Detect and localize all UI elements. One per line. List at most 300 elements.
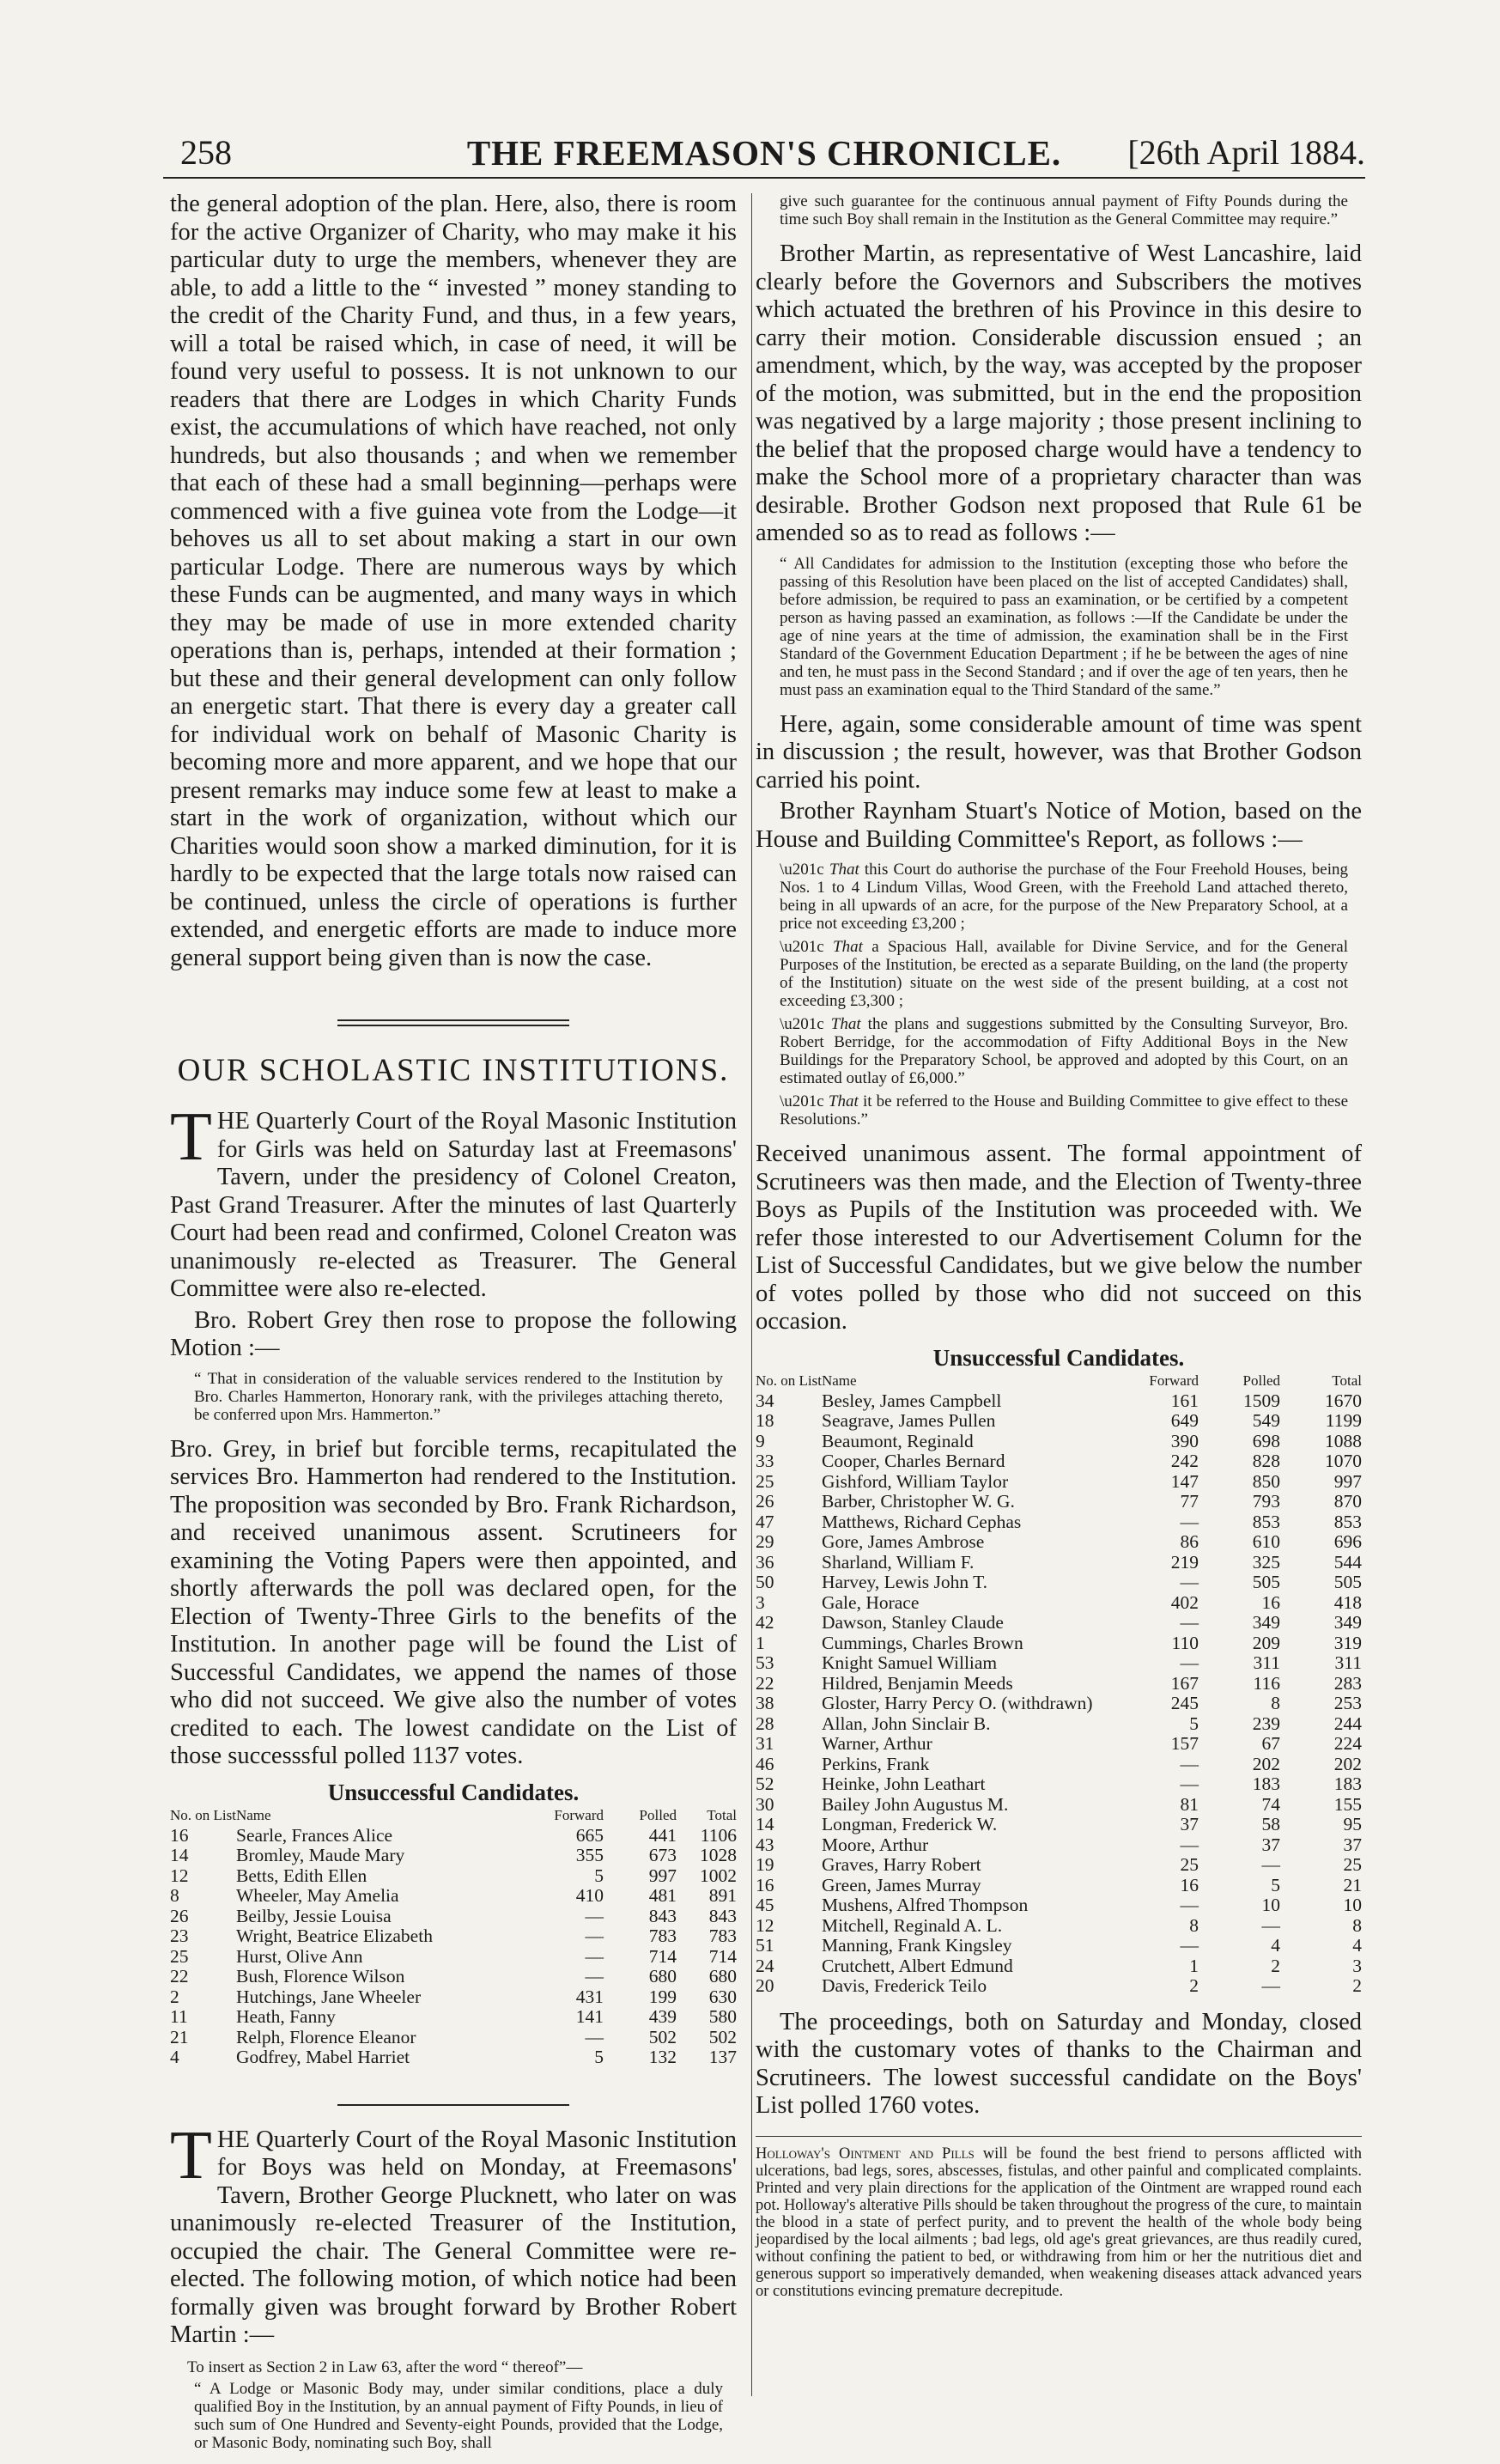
cell-list-no: 29 [756, 1531, 774, 1552]
table-row [170, 1826, 737, 1846]
cell-forward: 402 [1170, 1591, 1199, 1613]
cell-name: Heinke, John Leathart [821, 1773, 986, 1794]
girls-paragraph-3: Bro. Grey, in brief but forcible terms, recapitulated the services Bro. Hammerton had rendered to the Institution. The proposition was seconded by Bro. Frank Richardson, and received unanimous assent. Scrutineers for examining the Voting Papers were then appointed, and shortly afterwards the poll was declared open, for the Election of Twenty-Three Girls to the benefits of the Institution. In another page will be found the List of Successful Candidates, we append the names of those who did not succeed. We give also the number of votes credited to each. The lowest candidate on the List of those successsful polled 1137 votes. [170, 1435, 737, 1769]
cell-total: 1670 [1325, 1390, 1362, 1411]
table-row [756, 1976, 1362, 1997]
cell-polled: — [1261, 1854, 1280, 1875]
cell-name: Besley, James Campbell [821, 1390, 1002, 1411]
cell-list-no: 38 [756, 1693, 774, 1713]
cell-forward: — [1180, 1834, 1199, 1855]
table-row [756, 1411, 1362, 1432]
table-row [756, 1492, 1362, 1512]
table-row [756, 1432, 1362, 1452]
cell-forward: — [1180, 1652, 1199, 1673]
cell-list-no: 25 [170, 1945, 189, 1967]
cell-forward: — [585, 1905, 604, 1926]
cell-forward: — [1180, 1753, 1199, 1774]
table-row [170, 1967, 737, 1987]
resolution: \u201c That this Court do authorise the purchase of the Four Freehold Houses, being Nos. 1 to 4 Lindum Villas, Wood Green, with the Freehold Land attached thereto, being in all upwards of an acre, for the purpose of the New Preparatory School, at a price not exceeding £3,200 ; [780, 861, 1349, 933]
cell-forward: 161 [1170, 1390, 1199, 1411]
cell-total: 502 [708, 2026, 737, 2047]
cell-list-no: 18 [756, 1410, 774, 1431]
cell-polled: 202 [1252, 1753, 1280, 1774]
cell-list-no: 21 [170, 2026, 189, 2047]
cell-forward: 86 [1180, 1531, 1199, 1552]
cell-forward: — [585, 1926, 604, 1946]
cell-polled: — [1261, 1914, 1280, 1936]
cell-name: Harvey, Lewis John T. [821, 1572, 988, 1592]
cell-list-no: 16 [756, 1874, 774, 1895]
cell-name: Bromley, Maude Mary [235, 1845, 405, 1865]
cell-list-no: 52 [756, 1773, 774, 1794]
cell-total: 224 [1333, 1733, 1362, 1754]
table-row [756, 1694, 1362, 1714]
cell-forward: 219 [1170, 1551, 1199, 1573]
cell-list-no: 30 [756, 1793, 774, 1815]
cell-total: 10 [1343, 1895, 1362, 1915]
table-row [170, 2007, 737, 2028]
table-row [170, 1926, 737, 1947]
col-header-forward: Forward [1149, 1372, 1199, 1389]
cell-polled: 183 [1252, 1773, 1280, 1794]
cell-polled: 853 [1252, 1511, 1280, 1532]
cell-list-no: 8 [170, 1885, 179, 1906]
godson-paragraph: Here, again, some considerable amount of time was spent in discussion ; the result, however, was that Brother Godson carried his point. [756, 710, 1362, 794]
cell-list-no: 43 [756, 1834, 774, 1855]
cell-list-no: 11 [170, 2006, 188, 2027]
section-rule [337, 2104, 569, 2106]
col-header-no: No. on List [170, 1806, 236, 1823]
girls-table-title: Unsuccessful Candidates. [327, 1779, 580, 1805]
cell-list-no: 34 [756, 1390, 774, 1411]
cell-polled: 843 [648, 1905, 677, 1926]
advert-text: will be found the best friend to persons afflicted with ulcerations, bad legs, sores, abscesses, fistulas, and other painful and complicated complaints. Printed and very plain directions for the application of the Ointment are wrapped round each pot. Holloway's alterative Pills should be taken throughout the progress of the cure, to maintain the blood in a state of perfect purity, and to prevent the health of the whole body being jeopardised by the local ailments ; bad legs, old age's great grievances, are thus readily cured, without confining the patient to bed, or withdrawing from him or her the nutritious diet and generous support so imperatively demanded, when weakening diseases attack advanced years or constitutions evincing premature decrepitude. [756, 2145, 1362, 2300]
cell-total: 1002 [700, 1865, 737, 1886]
table-header-row [170, 1808, 737, 1826]
section-rule [337, 1019, 569, 1021]
cell-list-no: 9 [756, 1430, 765, 1451]
cell-list-no: 53 [756, 1652, 774, 1673]
table-row [756, 1472, 1362, 1493]
cell-total: 580 [708, 2006, 737, 2027]
cell-list-no: 16 [170, 1824, 189, 1846]
cell-forward: 649 [1170, 1410, 1199, 1431]
cell-name: Davis, Frederick Teilo [821, 1975, 987, 1996]
cell-name: Perkins, Frank [821, 1753, 930, 1774]
cell-forward: 167 [1170, 1672, 1199, 1694]
cell-list-no: 33 [756, 1451, 774, 1471]
cell-forward: 5 [594, 2047, 604, 2067]
page-header [163, 129, 1365, 180]
cell-name: Mushens, Alfred Thompson [821, 1895, 1029, 1915]
cell-name: Cooper, Charles Bernard [821, 1451, 1005, 1471]
cell-list-no: 4 [170, 2047, 179, 2067]
cell-forward: 5 [594, 1865, 604, 1886]
cell-total: 630 [708, 1986, 737, 2007]
cell-forward: — [1180, 1572, 1199, 1592]
resolution: \u201c That it be referred to the House and Building Committee to give effect to these Resolutions.” [780, 1092, 1348, 1129]
table-row [756, 1573, 1362, 1593]
table-row [756, 1916, 1362, 1937]
table-row [170, 1866, 737, 1887]
cell-name: Warner, Arthur [821, 1733, 932, 1754]
resolution-that: That [828, 1092, 859, 1110]
cell-name: Gale, Horace [821, 1591, 920, 1613]
cell-name: Wright, Beatrice Elizabeth [235, 1926, 433, 1946]
table-row [756, 1512, 1362, 1533]
cell-polled: 132 [648, 2047, 677, 2067]
table-row [756, 1895, 1362, 1916]
cell-forward: — [585, 2026, 604, 2047]
cell-total: 95 [1343, 1814, 1362, 1834]
cell-total: 2 [1352, 1975, 1362, 1996]
table-row [756, 1553, 1362, 1573]
cell-total: 544 [1333, 1551, 1362, 1573]
advert-lead: Holloway's Ointment and Pills [756, 2145, 975, 2163]
cell-forward: 77 [1180, 1491, 1199, 1512]
cell-name: Longman, Frederick W. [821, 1814, 998, 1834]
cell-forward: 2 [1189, 1975, 1199, 1996]
table-row [756, 1815, 1362, 1835]
resolution-text: a Spacious Hall, available for Divine Service, and for the General Purposes of the Institution, be erected as a separate Building, on the land (the property of the Institution) situate on the west side of the present building, at a cost not exceeding £3,300 ; [780, 938, 1348, 1010]
cell-total: 137 [708, 2047, 737, 2067]
cell-forward: 242 [1170, 1451, 1199, 1471]
cell-list-no: 2 [170, 1986, 179, 2007]
cell-list-no: 51 [756, 1935, 774, 1956]
cell-forward: 25 [1180, 1854, 1199, 1875]
cell-total: 853 [1333, 1511, 1362, 1532]
right-column [756, 191, 1362, 2300]
cell-polled: 58 [1261, 1814, 1280, 1834]
cell-name: Bailey John Augustus M. [821, 1793, 1009, 1815]
table-row [170, 2028, 737, 2048]
girls-paragraph-1-text: HE Quarterly Court of the Royal Masonic Institution for Girls was held on Saturday last at Freemasons' Tavern, under the presidency of Colonel Creaton, Past Grand Treasurer. After the minutes of last Quarterly Court had been read and confirmed, Colonel Creaton was unanimously re-elected as Treasurer. The General Committee were also re-elected. [170, 1108, 737, 1302]
boys-unsuccessful-table [756, 1373, 1362, 1997]
table-row [170, 1987, 737, 2008]
cell-forward: 110 [1171, 1632, 1199, 1653]
martin-paragraph: Brother Martin, as representative of West Lancashire, laid clearly before the Governors and Subscribers the motives which actuated the brethren of his Province in this desire to carry their motion. Considerable discussion ensued ; an amendment, which, by the way, was accepted by the proposer of the motion, was submitted, but in the end the proposition was negatived by a large majority ; those present inclining to the belief that the proposed charge would have a tendency to make the School more of a proprietary character than was desirable. Brother Godson next proposed that Rule 61 be amended so as to read as follows :— [756, 240, 1362, 546]
cell-list-no: 36 [756, 1551, 774, 1573]
table-row [756, 1451, 1362, 1472]
cell-forward: 8 [1189, 1914, 1199, 1936]
cell-forward: 390 [1170, 1430, 1199, 1451]
cell-polled: 1509 [1243, 1390, 1280, 1411]
assent-paragraph: Received unanimous assent. The formal appointment of Scrutineers was then made, and the Election of Twenty-three Boys as Pupils of the Institution was proceeded with. We refer those interested to our Advertisement Column for the List of Successful Candidates, but we give below the number of votes polled by those who did not succeed on this occasion. [756, 1141, 1362, 1335]
table-row [756, 1755, 1362, 1775]
cell-polled: 850 [1252, 1470, 1280, 1492]
drop-cap: T [170, 1099, 212, 1175]
cell-name: Manning, Frank Kingsley [821, 1935, 1012, 1956]
cell-forward: 431 [575, 1986, 604, 2007]
cell-list-no: 24 [756, 1955, 774, 1976]
resolution-text: the plans and suggestions submitted by the Consulting Surveyor, Bro. Robert Berridge, for the accommodation of Fifty Additional Boys in the New Buildings for the Preparatory School, be approved and adopted by this Court, on an estimated outlay of £6,000.” [780, 1015, 1348, 1087]
cell-name: Matthews, Richard Cephas [821, 1511, 1022, 1532]
cell-list-no: 14 [756, 1814, 774, 1834]
col-header-name: Name [821, 1372, 857, 1389]
holloway-advert [756, 2145, 1362, 2300]
cell-polled: 549 [1252, 1410, 1280, 1431]
cell-polled: 441 [648, 1824, 677, 1846]
cell-total: 870 [1333, 1491, 1362, 1512]
cell-name: Crutchett, Albert Edmund [821, 1955, 1013, 1976]
cell-list-no: 25 [756, 1470, 774, 1492]
page-number: 258 [180, 133, 232, 172]
cell-list-no: 19 [756, 1854, 774, 1875]
cell-name: Dawson, Stanley Claude [821, 1612, 1004, 1633]
table-row [756, 1613, 1362, 1634]
cell-forward: — [1180, 1773, 1199, 1794]
cell-polled: 5 [1271, 1874, 1280, 1895]
cell-total: 3 [1352, 1955, 1362, 1976]
advert-rule [756, 2136, 1362, 2137]
boys-paragraph-1 [170, 2117, 737, 2350]
cell-polled: 199 [648, 1986, 677, 2007]
cell-polled: 349 [1252, 1612, 1280, 1633]
drop-cap: T [170, 2117, 212, 2193]
cell-polled: 828 [1252, 1451, 1280, 1471]
resolution-that: That [833, 938, 863, 956]
cell-name: Betts, Edith Ellen [235, 1865, 367, 1886]
cell-total: 349 [1333, 1612, 1362, 1633]
cell-forward: 37 [1180, 1814, 1199, 1834]
cell-name: Hurst, Olive Ann [235, 1945, 363, 1967]
col-header-no: No. on List [756, 1372, 822, 1389]
cell-name: Seagrave, James Pullen [821, 1410, 996, 1431]
cell-list-no: 22 [756, 1672, 774, 1694]
table-row [756, 1714, 1362, 1735]
cell-forward: 147 [1170, 1470, 1199, 1492]
cell-name: Wheeler, May Amelia [235, 1885, 399, 1906]
cell-list-no: 22 [170, 1966, 189, 1986]
cell-name: Green, James Murray [821, 1874, 981, 1895]
table-row [756, 1936, 1362, 1956]
cell-polled: 325 [1252, 1551, 1280, 1573]
cell-total: 680 [708, 1966, 737, 1986]
boys-table-title: Unsuccessful Candidates. [932, 1344, 1185, 1371]
table-row [756, 1774, 1362, 1795]
cell-forward: 355 [575, 1845, 604, 1865]
col-header-polled: Polled [1242, 1372, 1280, 1389]
table-header-row [756, 1373, 1362, 1391]
table-row [170, 1846, 737, 1866]
cell-list-no: 14 [170, 1845, 189, 1865]
cell-list-no: 23 [170, 1926, 189, 1946]
cell-name: Cummings, Charles Brown [821, 1632, 1023, 1653]
cell-name: Bush, Florence Wilson [235, 1966, 405, 1986]
table-row [756, 1734, 1362, 1755]
resolutions-list [780, 861, 1348, 1129]
cell-total: 997 [1333, 1470, 1362, 1492]
cell-list-no: 20 [756, 1975, 774, 1996]
girls-motion-quote: “ That in consideration of the valuable services rendered to the Institution by Bro. Charles Hammerton, Honorary rank, with the privileges attaching thereto, be conferred upon Mrs. Hammerton.” [194, 1369, 723, 1424]
column-divider [751, 193, 752, 2396]
cell-list-no: 12 [170, 1865, 189, 1886]
cell-list-no: 26 [170, 1905, 189, 1926]
cell-polled: 698 [1252, 1430, 1280, 1451]
resolution-text: this Court do authorise the purchase of the Four Freehold Houses, being Nos. 1 to 4 Lindum Villas, Wood Green, with the Freehold Land attached thereto, being in all upwards of an acre, for the purpose of the New Preparatory School, at a price not exceeding £3,200 ; [780, 861, 1349, 933]
cell-polled: 997 [648, 1865, 677, 1886]
boys-motion-quote: “ A Lodge or Masonic Body may, under similar conditions, place a duly qualified Boy in the Institution, by an annual payment of Fifty Pounds, in lieu of such sum of One Hundred and Seventy-eight Pounds, provided that the Lodge, or Masonic Body, nominating such Boy, shall [194, 2379, 723, 2452]
cell-polled: 239 [1252, 1713, 1280, 1734]
cell-name: Beilby, Jessie Louisa [235, 1905, 392, 1926]
cell-polled: 311 [1253, 1652, 1280, 1673]
cell-forward: — [1180, 1935, 1199, 1956]
cell-polled: 67 [1261, 1733, 1280, 1754]
cell-name: Gishford, William Taylor [821, 1470, 1009, 1492]
section-title: OUR SCHOLASTIC INSTITUTIONS. [177, 1053, 730, 1088]
rule-61-quote: “ All Candidates for admission to the Institution (excepting those who before the passing of this Resolution have been placed on the list of accepted Candidates) shall, before admission, be required to pass an examination, or be certified by a competent person as having passed an examination, as follows :—If the Candidate be under the age of nine years at the time of admission, the examination shall be in the First Standard of the Government Education Department ; if he be between the ages of nine and ten, he must pass in the Second Standard ; and if over the age of ten years, then he must pass an examination equal to the Third Standard of the same.” [780, 554, 1348, 699]
cell-list-no: 46 [756, 1753, 774, 1774]
closing-paragraph: The proceedings, both on Saturday and Monday, closed with the customary votes of thanks to the Chairman and Scrutineers. The lowest successful candidate on the Boys' List polled 1760 votes. [756, 2008, 1362, 2119]
charity-paragraph: the general adoption of the plan. Here, also, there is room for the active Organizer of Charity, who may make it his particular duty to urge the members, whenever they are able, to add a little to the “ invested ” money standing to the credit of the Charity Fund, and thus, in a few years, will a total be raised which, in case of need, it will be found very useful to possess. It is not unknown to our readers that there are Lodges in which Charity Funds exist, the accumulations of which have reached, not only hundreds, but also thousands ; and when we remember that each of these had a small beginning—perhaps were commenced with a five guinea vote from the Lodge—it behoves us all to set about making a start in our own particular Lodge. There are numerous ways by which these Funds can be augmented, and many ways in which they may be made of use in more extended charity operations than is, perhaps, intended at their formation ; but these and their general development can only follow an energetic start. That there is every day a greater call for individual work on behalf of Masonic Charity is becoming more and more apparent, and we hope that our present remarks may induce some few at least to make a start in the work of organization, without which our Charities would soon show a marked diminution, for it is hardly to be expected that the large totals now raised can be continued, unless the circle of operations is further extended, and energetic efforts are made to induce more general support being given than is now the case. [170, 191, 737, 971]
cell-forward: 410 [575, 1885, 604, 1906]
cell-name: Hutchings, Jane Wheeler [235, 1986, 422, 2007]
col-header-total: Total [707, 1806, 737, 1823]
cell-name: Allan, John Sinclair B. [821, 1713, 991, 1734]
cell-total: 505 [1333, 1572, 1362, 1592]
cell-polled: 481 [648, 1885, 677, 1906]
cell-polled: 673 [648, 1845, 677, 1865]
cell-polled: — [1261, 1975, 1280, 1996]
cell-polled: 502 [648, 2026, 677, 2047]
cell-list-no: 45 [756, 1895, 774, 1915]
issue-date: [26th April 1884. [1127, 133, 1365, 172]
cell-forward: 157 [1170, 1733, 1199, 1754]
cell-polled: 439 [648, 2006, 677, 2027]
cell-polled: 610 [1252, 1531, 1280, 1552]
table-row [756, 1876, 1362, 1896]
cell-polled: 4 [1271, 1935, 1280, 1956]
table-row [756, 1653, 1362, 1674]
table-row [756, 1532, 1362, 1553]
table-row [756, 1593, 1362, 1614]
cell-list-no: 50 [756, 1572, 774, 1592]
cell-name: Heath, Fanny [235, 2006, 336, 2027]
cell-total: 319 [1333, 1632, 1362, 1653]
cell-total: 1028 [700, 1845, 737, 1865]
cell-polled: 74 [1261, 1793, 1280, 1815]
cell-forward: 141 [575, 2006, 604, 2027]
cell-name: Relph, Florence Eleanor [235, 2026, 416, 2047]
resolution-that: That [830, 1015, 861, 1033]
table-row [170, 2047, 737, 2068]
col-header-polled: Polled [639, 1806, 677, 1823]
resolution: \u201c That the plans and suggestions submitted by the Consulting Surveyor, Bro. Robert Berridge, for the accommodation of Fifty Additional Boys in the New Buildings for the Preparatory School, be approved and adopted by this Court, on an estimated outlay of £6,000.” [780, 1015, 1348, 1087]
cell-forward: — [585, 1945, 604, 1967]
cell-name: Sharland, William F. [821, 1551, 975, 1573]
col-header-name: Name [235, 1806, 271, 1823]
cell-list-no: 26 [756, 1491, 774, 1512]
cell-forward: 1 [1189, 1955, 1199, 1976]
header-rule [163, 177, 1365, 179]
resolution-text: it be referred to the House and Building Committee to give effect to these Resolutions.” [780, 1092, 1348, 1129]
cell-list-no: 1 [756, 1632, 765, 1653]
masthead-title: THE FREEMASON'S CHRONICLE. [466, 133, 1062, 173]
table-row [756, 1634, 1362, 1654]
cell-total: 843 [708, 1905, 737, 1926]
cell-forward: 245 [1170, 1693, 1199, 1713]
table-row [170, 1907, 737, 1927]
cell-total: 253 [1333, 1693, 1362, 1713]
table-row [756, 1391, 1362, 1412]
quote-continued: give such guarantee for the continuous annual payment of Fifty Pounds during the time such Boy shall remain in the Institution as the General Committee may require.” [780, 192, 1348, 228]
cell-forward: — [585, 1966, 604, 1986]
cell-forward: 16 [1180, 1874, 1199, 1895]
stuart-paragraph: Brother Raynham Stuart's Notice of Motion, based on the House and Building Committee's Report, as follows :— [756, 798, 1362, 853]
cell-polled: 8 [1271, 1693, 1280, 1713]
left-column [170, 191, 737, 2464]
cell-total: 311 [1334, 1652, 1362, 1673]
cell-total: 418 [1333, 1591, 1362, 1613]
section-rule [337, 1025, 569, 1026]
resolution-that: That [829, 861, 859, 879]
table-row [756, 1855, 1362, 1876]
law-note: To insert as Section 2 in Law 63, after the word “ thereof”— [187, 2358, 583, 2376]
cell-total: 244 [1333, 1713, 1362, 1734]
table-row [756, 1835, 1362, 1856]
girls-paragraph-1 [170, 1099, 737, 1304]
cell-forward: — [1180, 1895, 1199, 1915]
cell-name: Beaumont, Reginald [821, 1430, 974, 1451]
cell-total: 8 [1352, 1914, 1362, 1936]
cell-polled: 2 [1271, 1955, 1280, 1976]
cell-name: Gore, James Ambrose [821, 1531, 985, 1552]
cell-list-no: 3 [756, 1591, 765, 1613]
cell-forward: — [1180, 1511, 1199, 1532]
cell-list-no: 12 [756, 1914, 774, 1936]
cell-forward: — [1180, 1612, 1199, 1633]
cell-name: Hildred, Benjamin Meeds [821, 1672, 1013, 1694]
col-header-forward: Forward [554, 1806, 604, 1823]
cell-name: Gloster, Harry Percy O. (withdrawn) [821, 1693, 1093, 1713]
girls-unsuccessful-table [170, 1808, 737, 2068]
cell-name: Barber, Christopher W. G. [821, 1491, 1015, 1512]
table-row [756, 1795, 1362, 1816]
cell-polled: 714 [648, 1945, 677, 1967]
cell-total: 283 [1333, 1672, 1362, 1694]
cell-name: Godfrey, Mabel Harriet [235, 2047, 410, 2067]
cell-polled: 209 [1252, 1632, 1280, 1653]
cell-total: 696 [1333, 1531, 1362, 1552]
cell-total: 1199 [1325, 1410, 1362, 1431]
table-row [756, 1674, 1362, 1694]
table-row [170, 1947, 737, 1968]
cell-list-no: 28 [756, 1713, 774, 1734]
cell-total: 1070 [1325, 1451, 1362, 1471]
cell-polled: 505 [1252, 1572, 1280, 1592]
cell-total: 183 [1333, 1773, 1362, 1794]
cell-forward: 5 [1189, 1713, 1199, 1734]
cell-name: Mitchell, Reginald A. L. [821, 1914, 1003, 1936]
cell-total: 714 [708, 1945, 737, 1967]
resolution: \u201c That a Spacious Hall, available for Divine Service, and for the General Purposes of the Institution, be erected as a separate Building, on the land (the property of the Institution) situate on the west side of the present building, at a cost not exceeding £3,300 ; [780, 938, 1348, 1010]
cell-list-no: 47 [756, 1511, 774, 1532]
cell-total: 21 [1343, 1874, 1362, 1895]
cell-total: 37 [1343, 1834, 1362, 1855]
cell-total: 1106 [700, 1824, 737, 1846]
cell-list-no: 31 [756, 1733, 774, 1754]
cell-polled: 116 [1253, 1672, 1280, 1694]
cell-name: Searle, Frances Alice [235, 1824, 393, 1846]
cell-forward: 81 [1180, 1793, 1199, 1815]
cell-polled: 680 [648, 1966, 677, 1986]
cell-total: 155 [1333, 1793, 1362, 1815]
cell-polled: 37 [1261, 1834, 1280, 1855]
cell-name: Graves, Harry Robert [821, 1854, 981, 1875]
cell-polled: 783 [648, 1926, 677, 1946]
cell-total: 783 [708, 1926, 737, 1946]
cell-polled: 793 [1252, 1491, 1280, 1512]
